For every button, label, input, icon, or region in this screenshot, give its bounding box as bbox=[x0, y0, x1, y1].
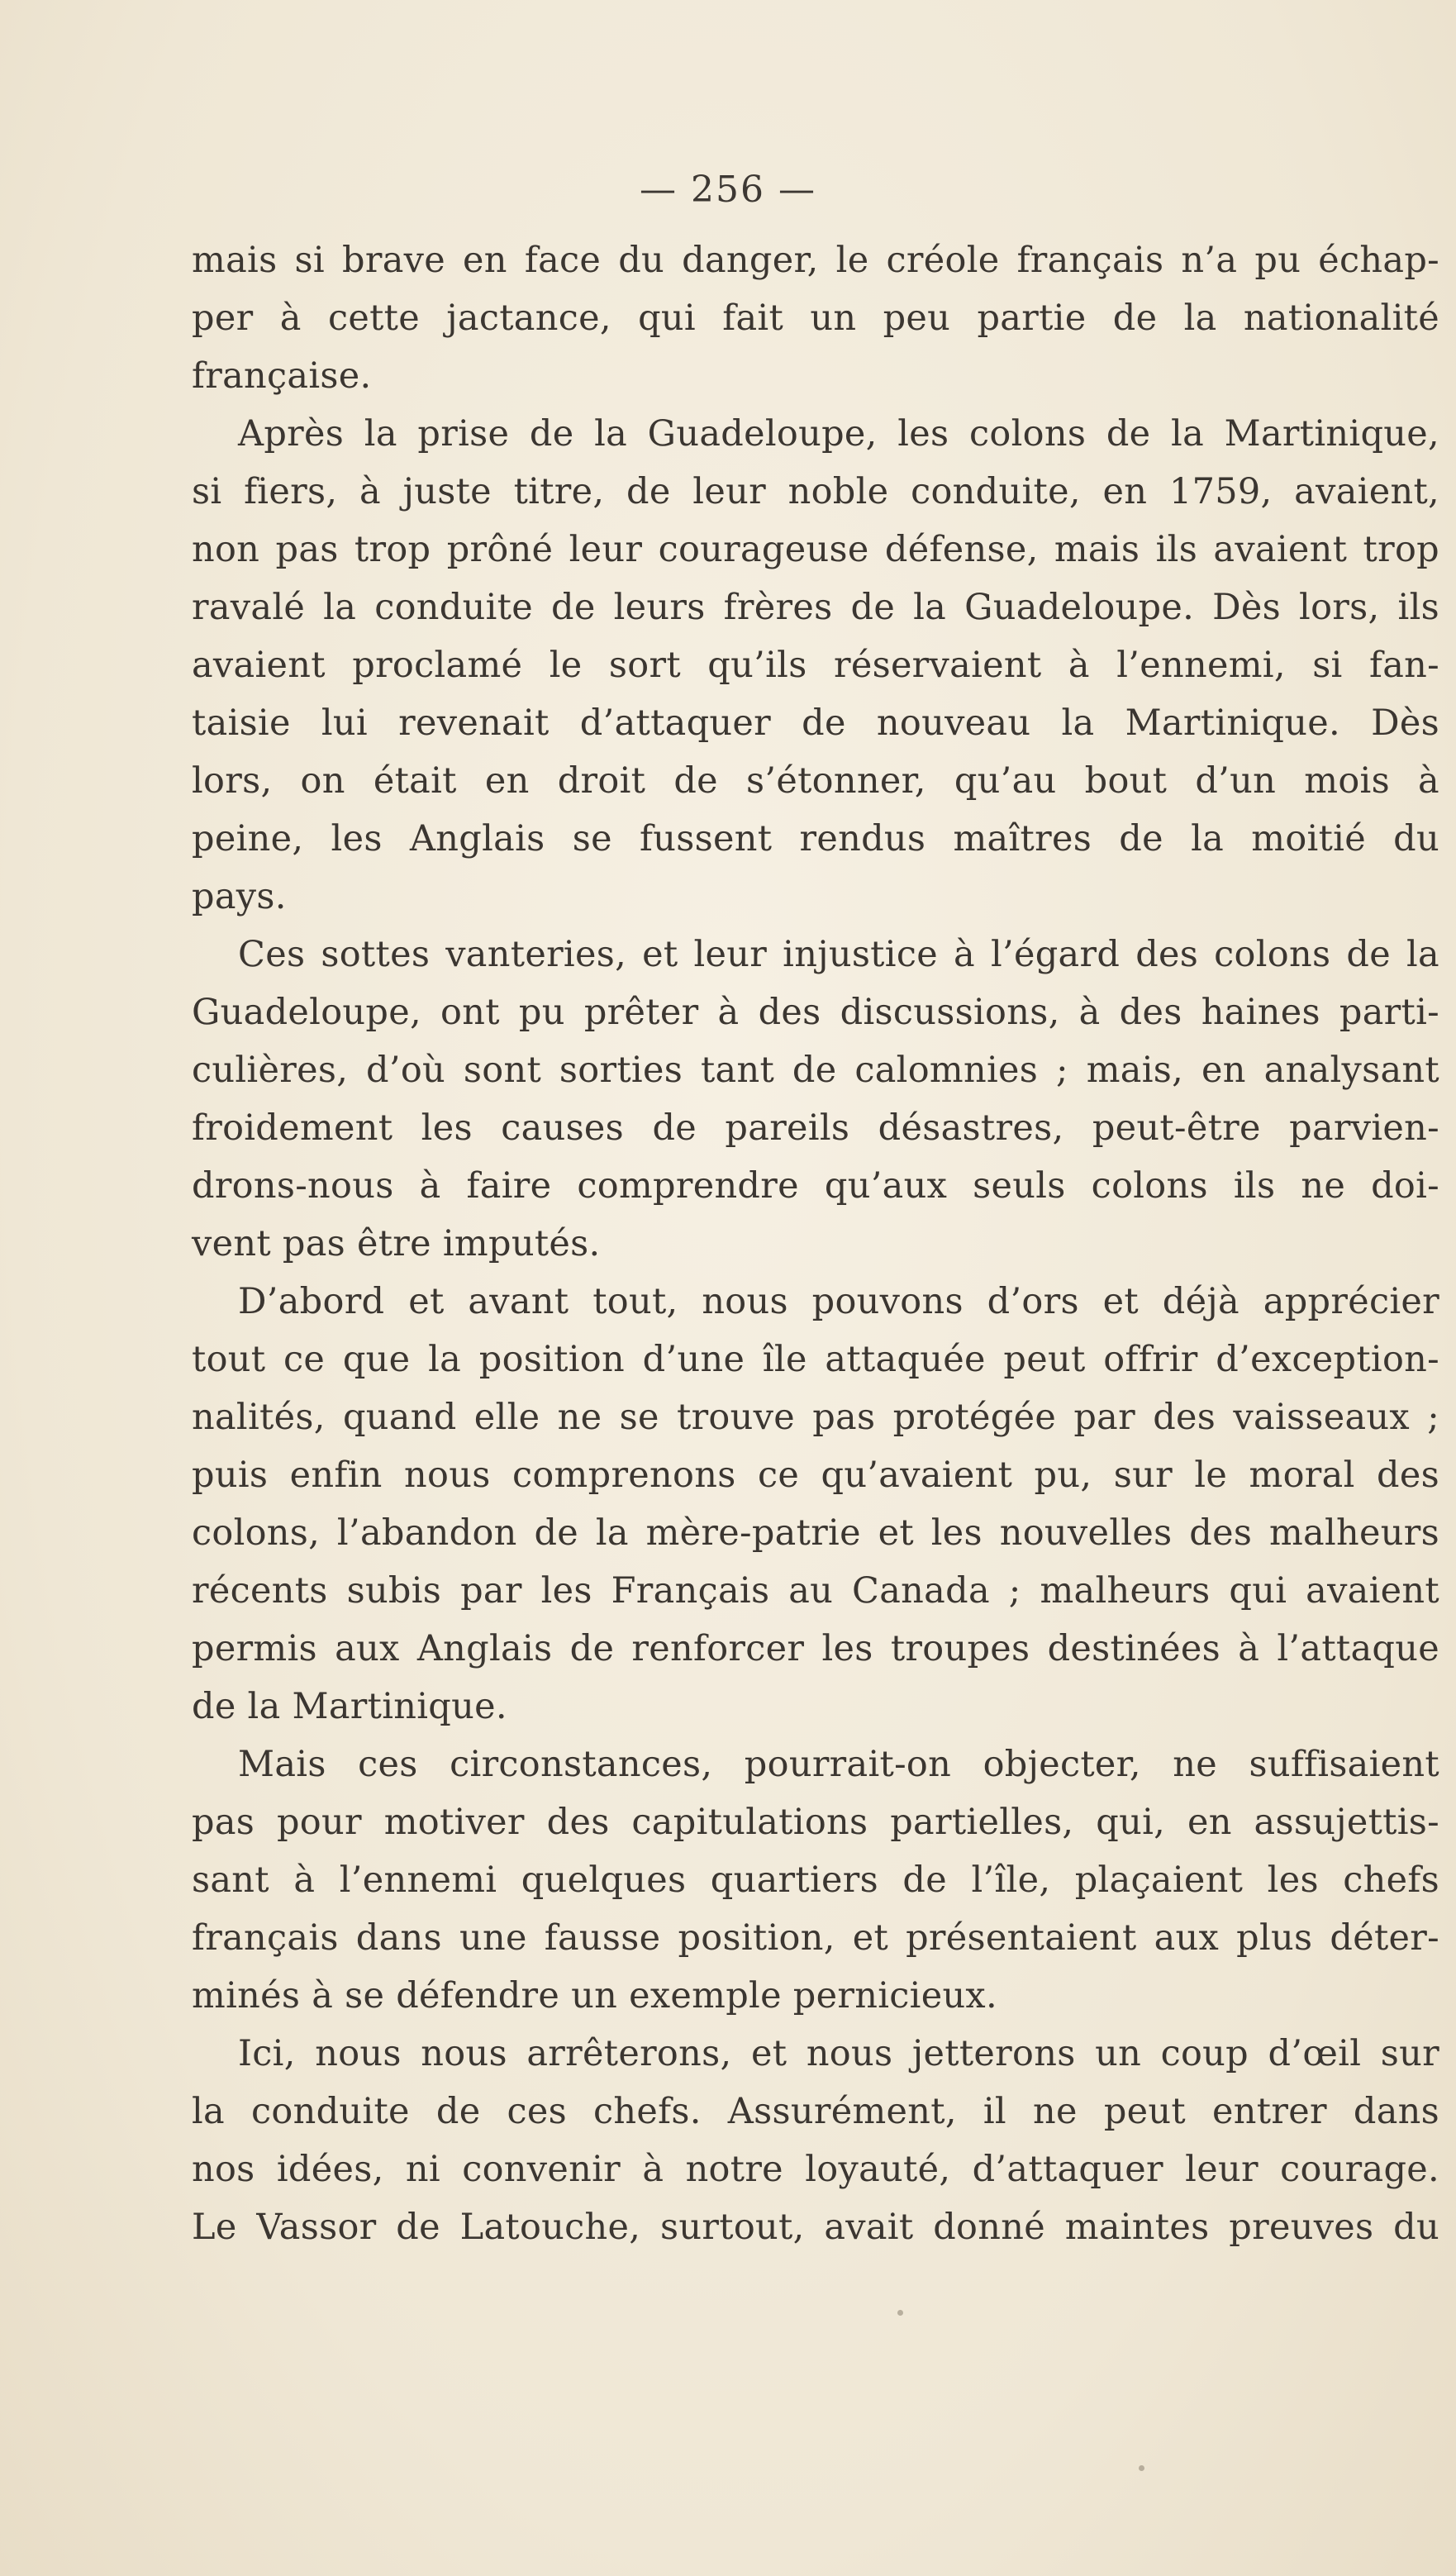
text-line: Ici, nous nous arrêterons, et nous jetterons un coup d’œil sur bbox=[238, 2033, 1439, 2074]
text-line: taisie lui revenait d’attaquer de nouveau la Martinique. Dès bbox=[192, 702, 1439, 744]
text-line: Le Vassor de Latouche, surtout, avait donné maintes preuves du bbox=[192, 2207, 1439, 2248]
text-line: Guadeloupe, ont pu prêter à des discussions, à des haines parti- bbox=[192, 992, 1439, 1033]
text-line: pays. bbox=[192, 876, 287, 917]
paragraph bbox=[192, 1736, 1439, 2025]
paragraph bbox=[192, 231, 1439, 405]
text-line: si fiers, à juste titre, de leur noble conduite, en 1759, avaient, bbox=[192, 471, 1439, 512]
text-line: peine, les Anglais se fussent rendus maîtres de la moitié du bbox=[192, 818, 1439, 859]
text-line: D’abord et avant tout, nous pouvons d’ors et déjà apprécier bbox=[238, 1281, 1439, 1322]
paper-speck bbox=[897, 2310, 903, 2316]
text-line: récents subis par les Français au Canada ; malheurs qui avaient bbox=[192, 1570, 1439, 1612]
text-line: non pas trop prôné leur courageuse défense, mais ils avaient trop bbox=[192, 529, 1439, 570]
body-text bbox=[192, 231, 1439, 2256]
paragraph bbox=[192, 1273, 1439, 1736]
text-line: colons, l’abandon de la mère-patrie et les nouvelles des malheurs bbox=[192, 1512, 1439, 1554]
text-line: culières, d’où sont sorties tant de calomnies ; mais, en analysant bbox=[192, 1050, 1439, 1091]
page-number: — 256 — bbox=[640, 169, 816, 211]
text-line: permis aux Anglais de renforcer les troupes destinées à l’attaque bbox=[192, 1628, 1439, 1669]
text-line: de la Martinique. bbox=[192, 1686, 507, 1727]
text-line: nalités, quand elle ne se trouve pas protégée par des vaisseaux ; bbox=[192, 1397, 1439, 1438]
paragraph bbox=[192, 926, 1439, 1273]
paragraph bbox=[192, 2025, 1439, 2256]
text-line: ravalé la conduite de leurs frères de la Guadeloupe. Dès lors, ils bbox=[192, 587, 1439, 628]
text-line: française. bbox=[192, 355, 372, 397]
text-line: froidement les causes de pareils désastres, peut-être parvien- bbox=[192, 1107, 1439, 1149]
text-line: Mais ces circonstances, pourrait-on objecter, ne suffisaient bbox=[238, 1744, 1439, 1785]
text-line: Après la prise de la Guadeloupe, les colons de la Martinique, bbox=[238, 413, 1439, 455]
text-line: minés à se défendre un exemple pernicieux. bbox=[192, 1975, 997, 2017]
text-line: sant à l’ennemi quelques quartiers de l’île, plaçaient les chefs bbox=[192, 1859, 1439, 1901]
text-line: avaient proclamé le sort qu’ils réservaient à l’ennemi, si fan- bbox=[192, 645, 1439, 686]
text-line: nos idées, ni convenir à notre loyauté, d’attaquer leur courage. bbox=[192, 2149, 1439, 2190]
paper-speck bbox=[1139, 2465, 1144, 2471]
text-line: drons-nous à faire comprendre qu’aux seuls colons ils ne doi- bbox=[192, 1165, 1439, 1207]
text-line: per à cette jactance, qui fait un peu partie de la nationalité bbox=[192, 298, 1439, 339]
paragraph bbox=[192, 405, 1439, 926]
text-line: français dans une fausse position, et présentaient aux plus déter- bbox=[192, 1917, 1439, 1959]
text-line: la conduite de ces chefs. Assurément, il ne peut entrer dans bbox=[192, 2091, 1439, 2132]
text-line: lors, on était en droit de s’étonner, qu’au bout d’un mois à bbox=[192, 760, 1439, 802]
text-line: pas pour motiver des capitulations partielles, qui, en assujettis- bbox=[192, 1802, 1439, 1843]
text-line: puis enfin nous comprenons ce qu’avaient pu, sur le moral des bbox=[192, 1455, 1439, 1496]
text-line: vent pas être imputés. bbox=[192, 1223, 601, 1264]
text-line: tout ce que la position d’une île attaquée peut offrir d’exception- bbox=[192, 1339, 1439, 1380]
text-line: Ces sottes vanteries, et leur injustice à l’égard des colons de la bbox=[238, 934, 1439, 975]
text-line: mais si brave en face du danger, le créole français n’a pu échap- bbox=[192, 240, 1439, 281]
